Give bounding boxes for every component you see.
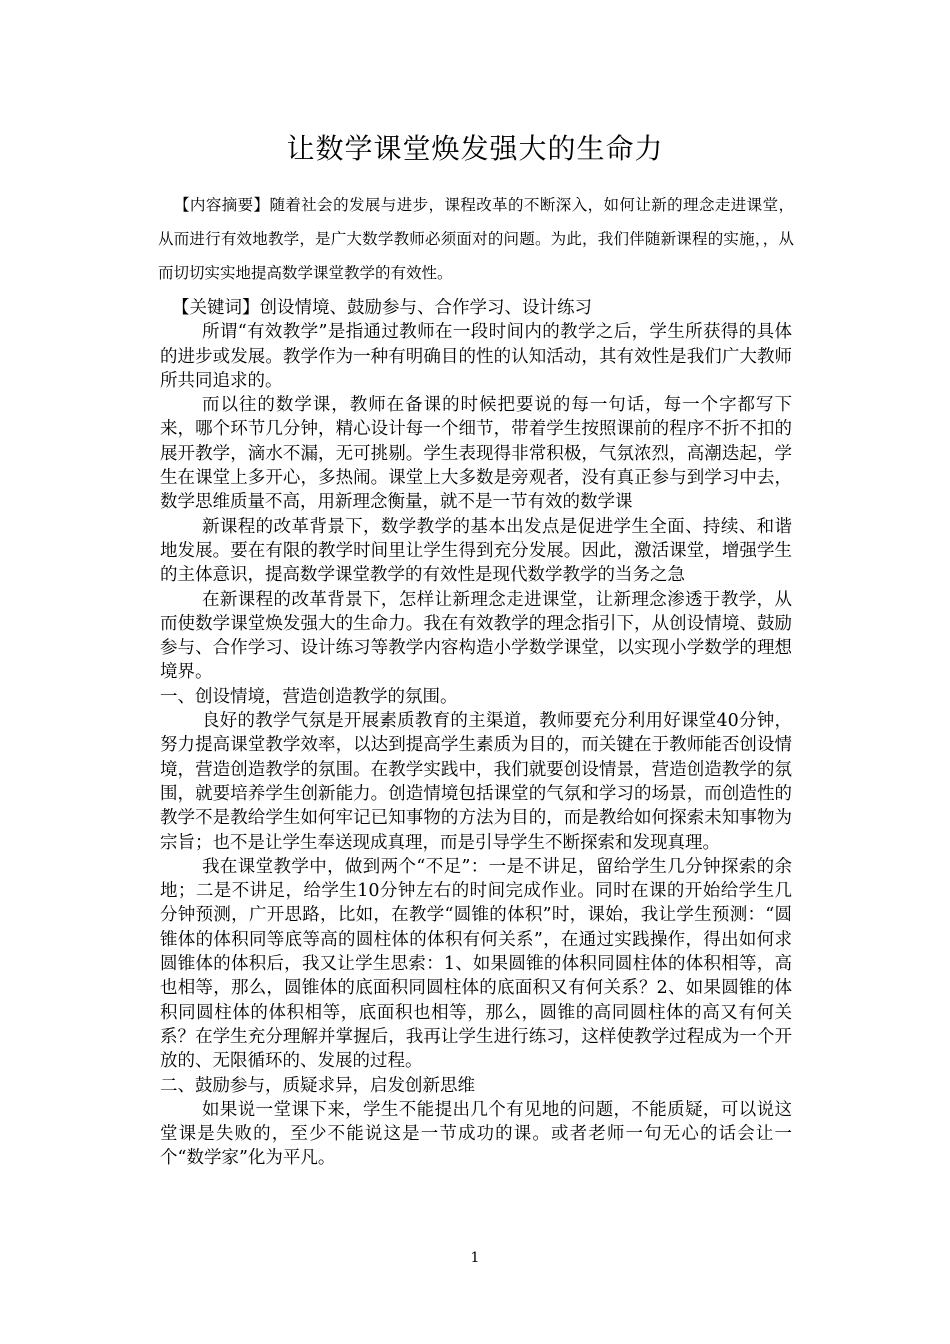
document-title: 让数学课堂焕发强大的生命力 <box>286 132 664 165</box>
paragraph: 新课程的改革背景下，数学教学的基本出发点是促进学生全面、持续、和谐地发展。要在有限的教学时间里让学生得到充分发展。因此，激活课堂，增强学生的主体意识，提高数学课堂教学的有效性是现代数学教学的当务之急 <box>160 516 792 586</box>
paragraph: 良好的教学气氛是开展素质教育的主渠道，教师要充分利用好课堂40分钟，努力提高课堂教学效率，以达到提高学生素质为目的，而关键在于教师能否创设情境，营造创造教学的氛围。在教学实践中，我们就要创设情景，营造创造教学的氛围，就要培养学生创新能力。创造情境包括课堂的气氛和学习的场景，而创造性的教学不是教给学生如何牢记已知事物的方法为目的，而是教给如何探索未知事物为宗旨；也不是让学生奉送现成真理，而是引导学生不断探索和发现真理。 <box>160 711 792 853</box>
paragraph: 所谓“有效教学”是指通过教师在一段时间内的教学之后，学生所获得的具体的进步或发展。教学作为一种有明确目的性的认知活动，其有效性是我们广大教师所共同追求的。 <box>160 322 792 391</box>
section-heading: 二、鼓励参与，质疑求异，启发创新思维 <box>160 1075 475 1096</box>
abstract-label: 【内容摘要】 <box>174 196 270 214</box>
abstract <box>158 188 794 290</box>
paragraph: 在新课程的改革背景下，怎样让新理念走进课堂，让新理念渗透于教学，从而使数学课堂焕发强大的生命力。我在有效教学的理念指引下，从创设情境、鼓励参与、合作学习、设计练习等教学内容构造小学数学课堂，以实现小学数学的理想境界。 <box>160 589 792 683</box>
paragraph: 如果说一堂课下来，学生不能提出几个有见地的问题，不能质疑，可以说这堂课是失败的，至少不能说这是一节成功的课。或者老师一句无心的话会让一个“数学家”化为平凡。 <box>160 1099 792 1169</box>
page-number: 1 <box>470 1250 480 1266</box>
section-heading: 一、创设情境，营造创造教学的氛围。 <box>160 686 458 707</box>
paragraph: 我在课堂教学中，做到两个“不足”：一是不讲足，留给学生几分钟探索的余地；二是不讲足，给学生10分钟左右的时间完成作业。同时在课的开始给学生几分钟预测，广开思路，比如，在教学“圆锥的体积”时，课始，我让学生预测：“圆锥体的体积同等底等高的圆柱体的体积有何关系”，在通过实践操作，得出如何求圆锥体的体积后，我又让学生思索：1、如果圆锥的体积同圆柱体的体积相等，高也相等，那么，圆锥体的底面积同圆柱体的底面积又有何关系？2、如果圆锥的体积同圆柱体的体积相等，底面积也相等，那么，圆锥的高同圆柱体的高又有何关系？在学生充分理解并掌握后，我再让学生进行练习，这样使教学过程成为一个开放的、无限循环的、发展的过程。 <box>160 856 792 1072</box>
document-body <box>160 296 792 1171</box>
paragraph: 而以往的数学课，教师在备课的时候把要说的每一句话，每一个字都写下来，哪个环节几分钟，精心设计每一个细节，带着学生按照课前的程序不折不扣的展开教学，滴水不漏，无可挑剔。学生表现得非常积极，气氛浓烈，高潮迭起，学生在课堂上多开心，多热闹。课堂上大多数是旁观者，没有真正参与到学习中去，数学思维质量不高，用新理念衡量，就不是一节有效的数学课 <box>160 395 792 513</box>
keywords-line: 【关键词】创设情境、鼓励参与、合作学习、设计练习 <box>172 298 592 318</box>
abstract-text: 随着社会的发展与进步，课程改革的不断深入，如何让新的理念走进课堂，从而进行有效地教学，是广大数学教师必须面对的问题。为此，我们伴随新课程的实施，，从而切切实实地提高数学课堂教学的有效性。 <box>158 196 794 282</box>
